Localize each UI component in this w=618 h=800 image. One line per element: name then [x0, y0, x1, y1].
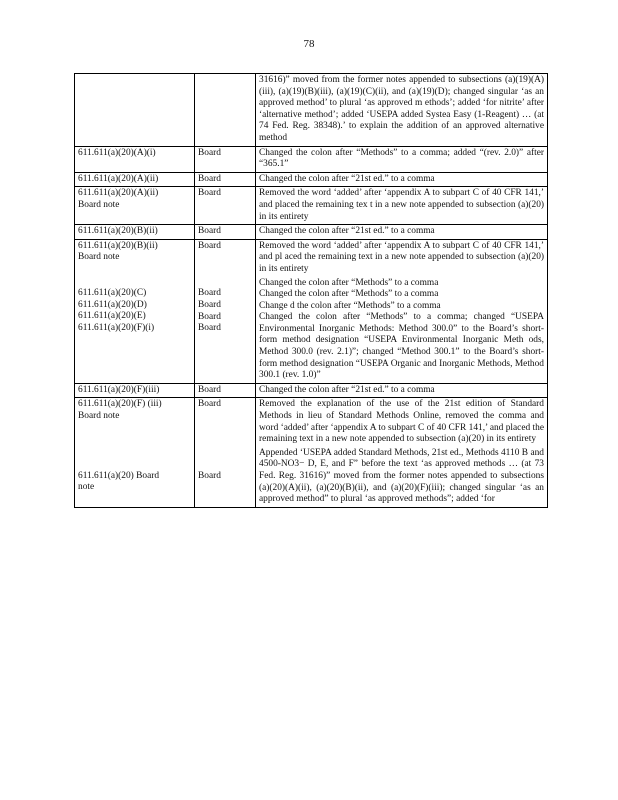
table-row [75, 398, 548, 507]
source-text: Board [198, 173, 221, 184]
section-text: 611.611(a)(20)(A)(ii) [78, 188, 159, 199]
section-text: 611.611(a)(20)(F)(i) [78, 322, 155, 333]
change-text: Change d the colon after “Methods” to a comma [259, 300, 441, 311]
source-text: Board [198, 323, 221, 334]
source-text: Board [198, 384, 221, 395]
change-text: 31616)” moved from the former notes appended to subsections (a)(19)(A)(iii), (a)(19)(B)(iii), (a)(19)(C)(ii), and (a)(19)(D); changed singular ‘as an approved method’ to plural ‘as approved m ethods’; added ‘for nitrite’ after ‘alternative method’; added ‘USEPA added Systea Easy (1-Reagent) … (at 74 Fed. Reg. 38348).’ to explain the addition of an approved alternative method [259, 75, 544, 143]
section-note-text: Board note [78, 411, 120, 422]
table-row [75, 225, 548, 240]
change-cell [256, 239, 548, 383]
section-cell [75, 187, 195, 225]
source-cell [195, 146, 256, 172]
section-cell [75, 172, 195, 187]
amendments-table [74, 73, 548, 508]
section-note-text: note [78, 482, 95, 493]
section-text: 611.611(a)(20)(D) [78, 299, 147, 310]
source-text: Board [198, 147, 221, 158]
section-text: 611.611(a)(20)(F) (iii) [78, 399, 162, 410]
table-row [75, 187, 548, 225]
source-cell [195, 172, 256, 187]
table-row [75, 146, 548, 172]
change-text: Changed the colon after “21st ed.” to a comma [259, 173, 435, 184]
page-number: 78 [303, 38, 315, 50]
section-text: 611.611(a)(20)(B)(ii) [78, 226, 158, 237]
source-text: Board [198, 311, 221, 322]
table-row [75, 172, 548, 187]
source-cell [195, 187, 256, 225]
section-note-text: Board note [78, 199, 120, 210]
change-cell [256, 74, 548, 147]
section-cell [75, 74, 195, 147]
section-note-text: Board note [78, 252, 120, 263]
section-text: 611.611(a)(20)(B)(ii) [78, 240, 158, 251]
source-text: Board [198, 471, 221, 482]
change-text: Changed the colon after “Methods” to a comma; added “(rev. 2.0)” after “365.1” [259, 147, 544, 170]
source-text: Board [198, 188, 221, 199]
source-cell [195, 383, 256, 398]
change-text: Changed the colon after “Methods” to a comma [259, 277, 439, 288]
source-text: Board [198, 240, 221, 251]
change-cell [256, 146, 548, 172]
section-text: 611.611(a)(20)(C) [78, 287, 147, 298]
source-cell [195, 398, 256, 507]
section-cell [75, 383, 195, 398]
source-cell [195, 225, 256, 240]
source-text: Board [198, 288, 221, 299]
source-text: Board [198, 299, 221, 310]
change-text: Appended ‘USEPA added Standard Methods, 21st ed., Methods 4110 B and 4500-NO3− D, E, and F” before the text ‘as approved methods … (at 73 Fed. Reg. 31616)” moved from the former notes appended to subsections (a)(20)(A)(ii), (a)(20)(B)(ii), and (a)(20)(F)(iii); changed singular ‘as an approved method” to plural ‘as approved methods”; added ‘for [259, 447, 544, 505]
section-cell [75, 398, 195, 507]
section-text: 611.611(a)(20) Board [78, 470, 160, 481]
source-cell [195, 74, 256, 147]
change-cell [256, 383, 548, 398]
section-text: 611.611(a)(20)(F)(iii) [78, 384, 160, 395]
section-cell [75, 239, 195, 383]
section-cell [75, 225, 195, 240]
table-row [75, 239, 548, 383]
change-cell [256, 187, 548, 225]
change-text: Changed the colon after “21st ed.” to a comma [259, 384, 435, 395]
change-text: Changed the colon after “Methods” to a comma [259, 289, 439, 300]
section-cell [75, 146, 195, 172]
section-text: 611.611(a)(20)(A)(i) [78, 147, 156, 158]
table-row [75, 74, 548, 147]
change-text: Removed the word ‘added’ after ‘appendix A to subpart C of 40 CFR 141,’ and pl aced the remaining text in a new note appended to subsection (a)(20) in its entirety [259, 240, 544, 274]
change-text: Removed the explanation of the use of the 21st edition of Standard Methods in lieu of Standard Methods Online, removed the comma and word ‘added’ after ‘appendix A to subpart C of 40 CFR 141,’ and placed the remaining text in a new note appended to subsection (a)(20) in its entirety [259, 399, 544, 445]
change-cell [256, 172, 548, 187]
change-text: Changed the colon after “21st ed.” to a comma [259, 226, 435, 237]
section-text: 611.611(a)(20)(A)(ii) [78, 173, 159, 184]
change-cell [256, 398, 548, 507]
change-text: Removed the word ‘added’ after ‘appendix A to subpart C of 40 CFR 141,’ and placed the remaining tex t in a new note appended to subsection (a)(20) in its entirety [259, 188, 544, 222]
section-text: 611.611(a)(20)(E) [78, 311, 146, 322]
source-text: Board [198, 226, 221, 237]
source-cell [195, 239, 256, 383]
source-text: Board [198, 399, 221, 410]
change-text: Changed the colon after “Methods” to a comma; changed “USEPA Environmental Inorganic Methods: Method 300.0” to the Board’s short-form method designation “USEPA Environmental Inorganic Meth ods, Method 300.0 (rev. 2.1)”; changed “Method 300.1” to the Board’s short-form method designation “USEPA Organic and Inorganic Methods, Method 300.1 (rev. 1.0)” [259, 312, 544, 381]
change-cell [256, 225, 548, 240]
table-row [75, 383, 548, 398]
